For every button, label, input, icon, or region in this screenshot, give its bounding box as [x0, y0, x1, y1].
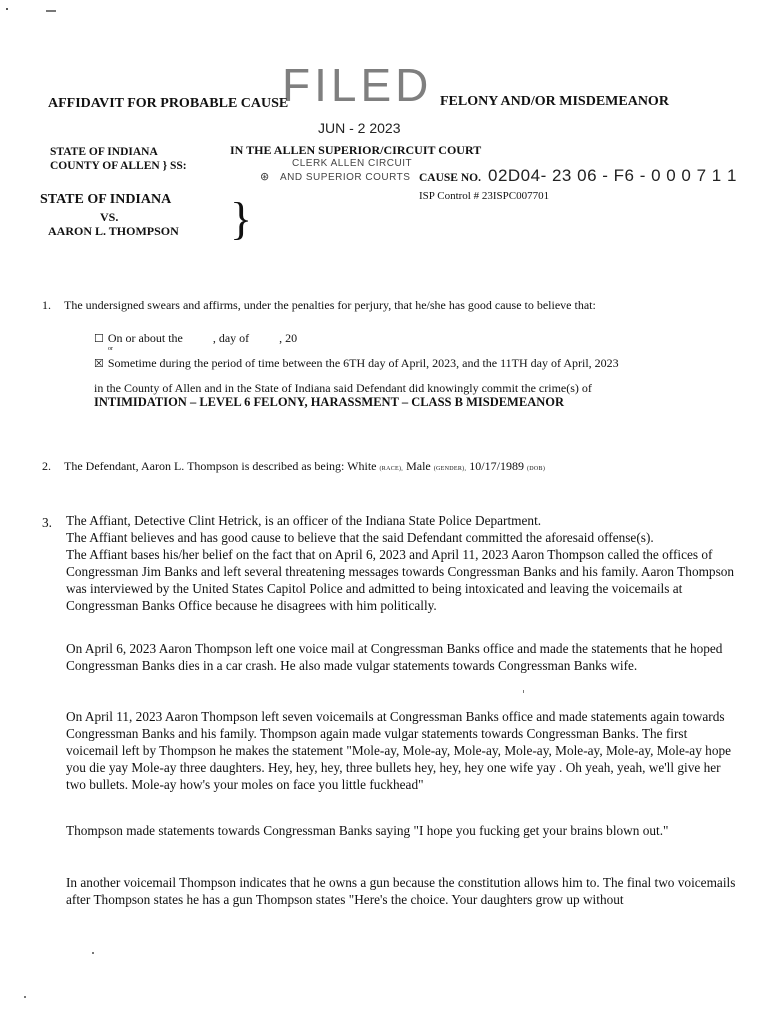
option-2 [94, 355, 619, 373]
april-6-paragraph: On April 6, 2023 Aaron Thompson left one voice mail at Congressman Banks office and made the statements that he hoped Congressman Banks dies in a car crash. He also made vulgar statements towards Congressman Banks wife. [66, 641, 723, 673]
description-text-a: The Defendant, Aaron L. Thompson is described as being: White [64, 459, 377, 473]
basis-paragraph: The Affiant bases his/her belief on the fact that on April 6, 2023 and April 11, 2023 Aaron Thompson called the offices of Congressman Jim Banks and left several threatening messages towards Congressman Banks and his family. Aaron Thompson was interviewed by the United States Capitol Police and admitted to being intoxicated and leaving the voicemails at Congressman Banks Office because he disagrees with him politically. [66, 547, 735, 613]
checkbox-checked-icon: ☒ [94, 358, 104, 370]
option-2-text: Sometime during the period of time between the 6TH day of April, 2023, and the 11TH day of April, 2023 [107, 356, 619, 370]
scan-speck [92, 952, 94, 954]
plaintiff: STATE OF INDIANA [40, 192, 172, 207]
court-name: IN THE ALLEN SUPERIOR/CIRCUIT COURT [230, 143, 482, 157]
dob-label: (DOB) [526, 466, 546, 472]
cause-label: CAUSE NO. [419, 172, 481, 184]
cause-number: 02D04- 23 06 - F6 - 0 0 0 7 1 1 [488, 166, 737, 185]
section-1-number: 1. [42, 298, 51, 312]
scan-speck [523, 690, 524, 693]
section-1-intro: The undersigned swears and affirms, under the penalties for perjury, that he/she has good cause to believe that: [64, 298, 596, 312]
section-2-number: 2. [42, 459, 51, 473]
gun-paragraph: In another voicemail Thompson indicates that he owns a gun because the constitution allows him to. The final two voicemails after Thompson states he has a gun Thompson states "Here's the choice. Your daughters grow up without [66, 875, 736, 907]
brains-statement-paragraph: Thompson made statements towards Congressman Banks saying "I hope you fucking get your brains blown out." [66, 823, 669, 838]
document-type: FELONY AND/OR MISDEMEANOR [440, 94, 669, 109]
clerk-stamp-line2: AND SUPERIOR COURTS [280, 172, 411, 183]
description-text-c: 10/17/1989 [466, 459, 524, 473]
county-line: COUNTY OF ALLEN } SS: [50, 160, 187, 172]
or-label: or [108, 346, 113, 352]
affiant-belief: The Affiant believes and has good cause to believe that the said Defendant committed the aforesaid offense(s). [66, 530, 654, 545]
scan-speck [6, 8, 8, 10]
description-text-b: Male [403, 459, 431, 473]
checkbox-unchecked-icon: ☐ [94, 333, 104, 345]
isp-control-number: ISP Control # 23ISPC007701 [419, 190, 550, 202]
clerk-stamp: CLERK ALLEN CIRCUIT [292, 158, 413, 169]
defendant: AARON L. THOMPSON [48, 224, 179, 238]
filed-date: JUN - 2 2023 [318, 120, 401, 136]
filed-stamp: FILED [282, 59, 433, 111]
april-11-paragraph: On April 11, 2023 Aaron Thompson left seven voicemails at Congressman Banks office and made statements again towards Congressman Banks and his family. Thompson again made vulgar statements towards Congressman Banks. The first voicemail left by Thompson he makes the statement "Mole-ay, Mole-ay, Mole-ay, Mole-ay, Mole-ay, Mole-ay, Mole-ay hope you die yay Mole-ay three daughters. Hey, hey, hey, three bullets hey, hey, hey one wife yay . Oh yeah, yeah, we'll give her two bullets. Mole-ay how's your moles on face you little fuckhead" [66, 709, 732, 792]
affiant-identity: The Affiant, Detective Clint Hetrick, is an officer of the Indiana State Police Department. [66, 513, 542, 528]
option-1 [94, 330, 297, 348]
seal-icon: ⊛ [260, 171, 270, 183]
defendant-description [64, 458, 545, 478]
scan-speck [24, 996, 26, 998]
scan-speck [46, 10, 56, 12]
state-line: STATE OF INDIANA [50, 146, 158, 158]
document-title: AFFIDAVIT FOR PROBABLE CAUSE [48, 96, 289, 111]
brace: } [230, 193, 253, 244]
county-statement: in the County of Allen and in the State of Indiana said Defendant did knowingly commit the crime(s) of [94, 381, 592, 395]
race-label: (RACE), [379, 466, 404, 472]
gender-label: (GENDER), [433, 466, 467, 472]
crimes-charged: INTIMIDATION – LEVEL 6 FELONY, HARASSMENT – CLASS B MISDEMEANOR [94, 395, 564, 409]
section-3-number: 3. [42, 515, 52, 530]
versus: VS. [100, 210, 119, 224]
option-1-text: On or about the , day of , 20 [107, 331, 298, 345]
